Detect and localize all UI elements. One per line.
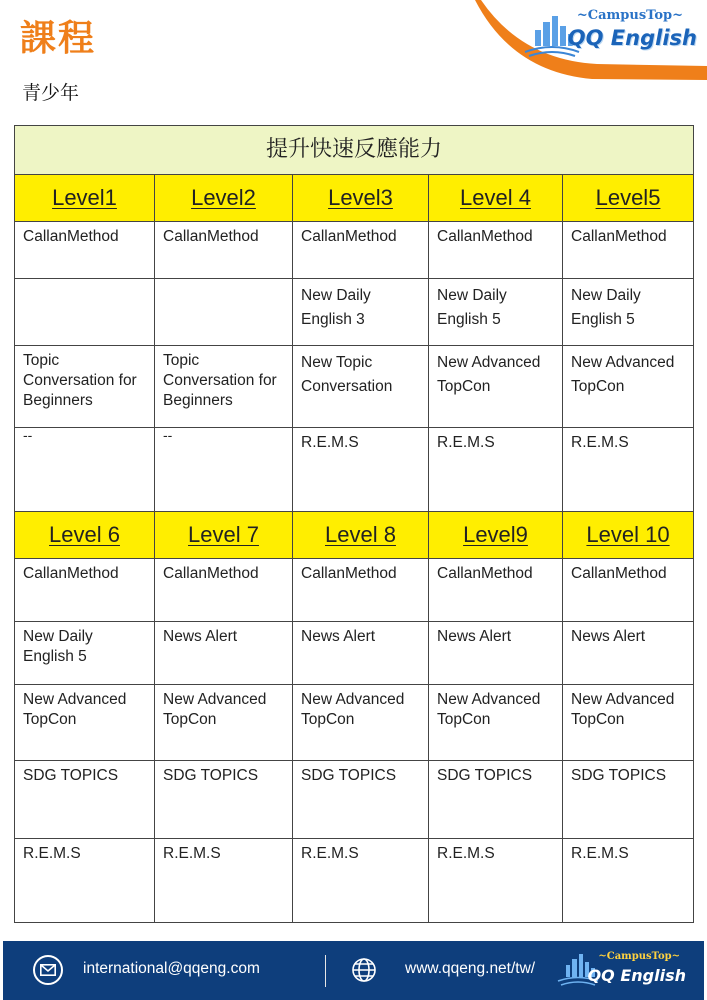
qq-english-logo (521, 8, 701, 60)
course-cell: SDG TOPICS (429, 761, 563, 839)
page-subtitle: 青少年 (22, 82, 80, 104)
level-header-cell: Level 4 (429, 175, 563, 222)
course-cell: New Advanced TopCon (563, 346, 694, 428)
course-cell: CallanMethod (563, 559, 694, 622)
course-cell: R.E.M.S (563, 839, 694, 923)
course-cell: News Alert (563, 622, 694, 685)
course-cell: R.E.M.S (155, 839, 293, 923)
footer-email[interactable]: international@qqeng.com (83, 960, 260, 977)
footer-bar (3, 941, 704, 1000)
course-cell: New Advanced TopCon (429, 346, 563, 428)
course-cell (15, 428, 155, 512)
course-cell: SDG TOPICS (563, 761, 694, 839)
course-row (15, 685, 694, 761)
level-header-cell: Level2 (155, 175, 293, 222)
course-row (15, 222, 694, 279)
table-banner: 提升快速反應能力 (15, 126, 694, 175)
level-header-cell: Level 10 (563, 512, 694, 559)
course-cell: New Advanced TopCon (155, 685, 293, 761)
level-header-row (15, 175, 694, 222)
course-cell: News Alert (429, 622, 563, 685)
course-cell: R.E.M.S (293, 428, 429, 512)
course-cell: New Advanced TopCon (429, 685, 563, 761)
course-cell: New Daily English 5 (15, 622, 155, 685)
course-cell: News Alert (155, 622, 293, 685)
course-table (14, 125, 694, 923)
course-cell: SDG TOPICS (155, 761, 293, 839)
course-cell (155, 428, 293, 512)
course-cell: New Advanced TopCon (563, 685, 694, 761)
course-row (15, 279, 694, 346)
course-cell: New Daily English 5 (429, 279, 563, 346)
course-cell: CallanMethod (293, 559, 429, 622)
course-cell: New Daily English 3 (293, 279, 429, 346)
level-header-cell: Level1 (15, 175, 155, 222)
globe-icon (349, 955, 379, 985)
course-cell: News Alert (293, 622, 429, 685)
course-cell: CallanMethod (155, 559, 293, 622)
course-cell: CallanMethod (293, 222, 429, 279)
course-cell: R.E.M.S (563, 428, 694, 512)
level-header-cell: Level 7 (155, 512, 293, 559)
course-cell: SDG TOPICS (15, 761, 155, 839)
logo-tagline: ~CampusTop~ (576, 8, 683, 23)
course-cell: CallanMethod (155, 222, 293, 279)
course-row (15, 622, 694, 685)
course-cell: SDG TOPICS (293, 761, 429, 839)
course-row (15, 428, 694, 512)
level-header-cell: Level9 (429, 512, 563, 559)
footer-website[interactable]: www.qqeng.net/tw/ (405, 960, 536, 977)
footer-logo-name: QQ English (587, 966, 686, 985)
course-cell: CallanMethod (15, 559, 155, 622)
course-cell: R.E.M.S (429, 428, 563, 512)
footer-logo-tagline: ~CampusTop~ (598, 951, 680, 962)
course-cell: New Topic Conversation (293, 346, 429, 428)
course-cell: CallanMethod (429, 559, 563, 622)
course-cell: New Daily English 5 (563, 279, 694, 346)
banner-row (15, 126, 694, 175)
course-cell: CallanMethod (15, 222, 155, 279)
course-cell (15, 279, 155, 346)
course-cell: R.E.M.S (293, 839, 429, 923)
mail-icon (33, 955, 63, 985)
logo-name: QQ English (567, 26, 697, 50)
course-row (15, 559, 694, 622)
course-row (15, 839, 694, 923)
course-cell: Topic Conversation for Beginners (155, 346, 293, 428)
level-header-cell: Level 6 (15, 512, 155, 559)
level-header-cell: Level3 (293, 175, 429, 222)
course-cell: New Advanced TopCon (15, 685, 155, 761)
course-row (15, 346, 694, 428)
level-header-row (15, 512, 694, 559)
empty-dash: -- (23, 427, 33, 443)
footer-divider (325, 955, 326, 987)
course-cell: Topic Conversation for Beginners (15, 346, 155, 428)
page-title: 課程 (20, 18, 97, 59)
course-cell (155, 279, 293, 346)
course-cell: CallanMethod (563, 222, 694, 279)
course-cell: R.E.M.S (429, 839, 563, 923)
course-cell: R.E.M.S (15, 839, 155, 923)
course-cell: New Advanced TopCon (293, 685, 429, 761)
level-header-cell: Level5 (563, 175, 694, 222)
course-cell: CallanMethod (429, 222, 563, 279)
empty-dash: -- (163, 427, 173, 443)
level-header-cell: Level 8 (293, 512, 429, 559)
course-row (15, 761, 694, 839)
